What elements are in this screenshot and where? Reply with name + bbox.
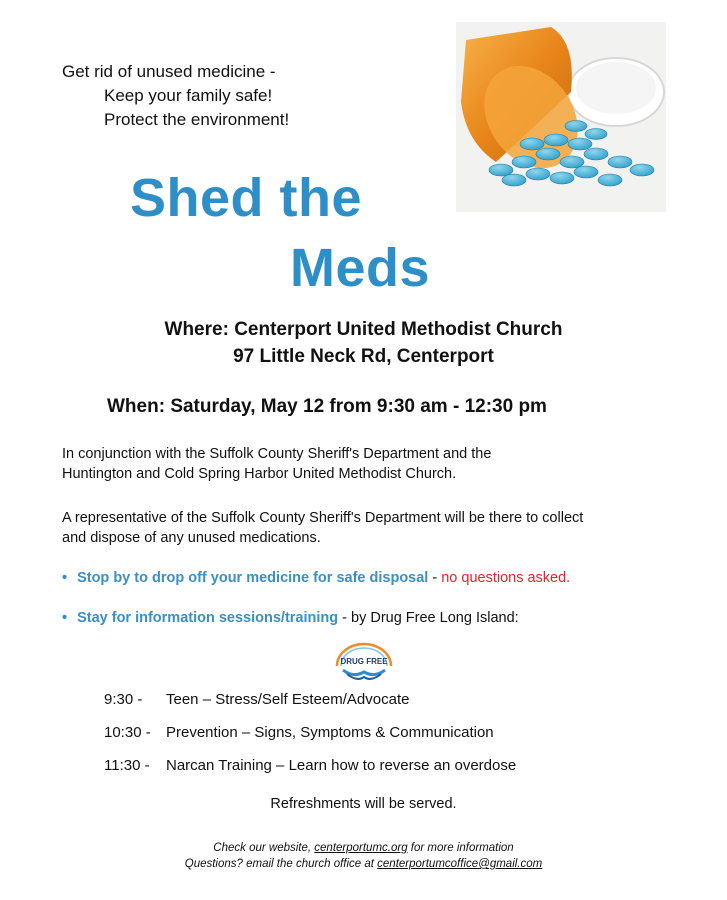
partners-line2: Huntington and Cold Spring Harbor United Methodist Church. [62, 466, 457, 482]
bullet-dropoff-sep: - [428, 570, 442, 586]
footer-line1 [0, 840, 727, 856]
schedule-time: 9:30 - [104, 691, 143, 708]
representative-line1: A representative of the Suffolk County Sheriff's Department will be there to collect [62, 510, 584, 526]
pill-bottle-photo [456, 22, 666, 212]
logo-text: DRUG FREE [340, 657, 388, 666]
tagline-line2: Keep your family safe! [104, 86, 273, 105]
footer-website-suffix: for more information [407, 842, 514, 854]
where-address: 97 Little Neck Rd, Centerport [233, 346, 494, 367]
title-line2: Meds [290, 238, 431, 298]
email-link[interactable]: centerportumcoffice@gmail.com [377, 858, 543, 870]
schedule-time: 10:30 - [104, 724, 151, 741]
where-block [0, 316, 727, 370]
bullet-dropoff-note: no questions asked. [441, 570, 571, 586]
bullet-icon: • [62, 610, 68, 626]
drug-free-long-island-logo [331, 640, 397, 684]
schedule-item [104, 724, 494, 741]
title-line1: Shed the [130, 168, 363, 228]
where-venue: Where: Centerport United Methodist Church [164, 319, 563, 340]
refreshments-note: Refreshments will be served. [270, 796, 457, 812]
bullet-sessions [62, 610, 519, 626]
bullet-icon: • [62, 570, 68, 586]
schedule-item [104, 757, 516, 774]
partners-line1: In conjunction with the Suffolk County Sheriff's Department and the [62, 446, 492, 462]
schedule-desc: Narcan Training – Learn how to reverse an overdose [166, 757, 517, 774]
pill-bottle-icon [456, 22, 666, 212]
schedule-desc: Prevention – Signs, Symptoms & Communication [166, 724, 494, 741]
when-line: When: Saturday, May 12 from 9:30 am - 12:30 pm [107, 396, 547, 417]
tagline [62, 60, 289, 132]
representative-paragraph [62, 508, 682, 548]
schedule-desc: Teen – Stress/Self Esteem/Advocate [166, 691, 410, 708]
bullet-dropoff-highlight: Stop by to drop off your medicine for safe disposal [77, 570, 429, 586]
partners-paragraph [62, 444, 682, 484]
bullet-dropoff [62, 570, 570, 586]
website-link[interactable]: centerportumc.org [314, 842, 408, 854]
footer-email-prefix: Questions? email the church office at [184, 858, 378, 870]
representative-line2: and dispose of any unused medications. [62, 530, 321, 546]
tagline-line3: Protect the environment! [104, 110, 290, 129]
schedule-time: 11:30 - [104, 757, 150, 774]
bullet-sessions-highlight: Stay for information sessions/training [77, 610, 339, 626]
footer-website-prefix: Check our website, [213, 842, 315, 854]
footer [0, 840, 727, 872]
bullet-sessions-rest: - by Drug Free Long Island: [338, 610, 519, 626]
tagline-line1: Get rid of unused medicine - [62, 62, 276, 81]
footer-line2 [0, 856, 727, 872]
schedule-item [104, 691, 409, 708]
